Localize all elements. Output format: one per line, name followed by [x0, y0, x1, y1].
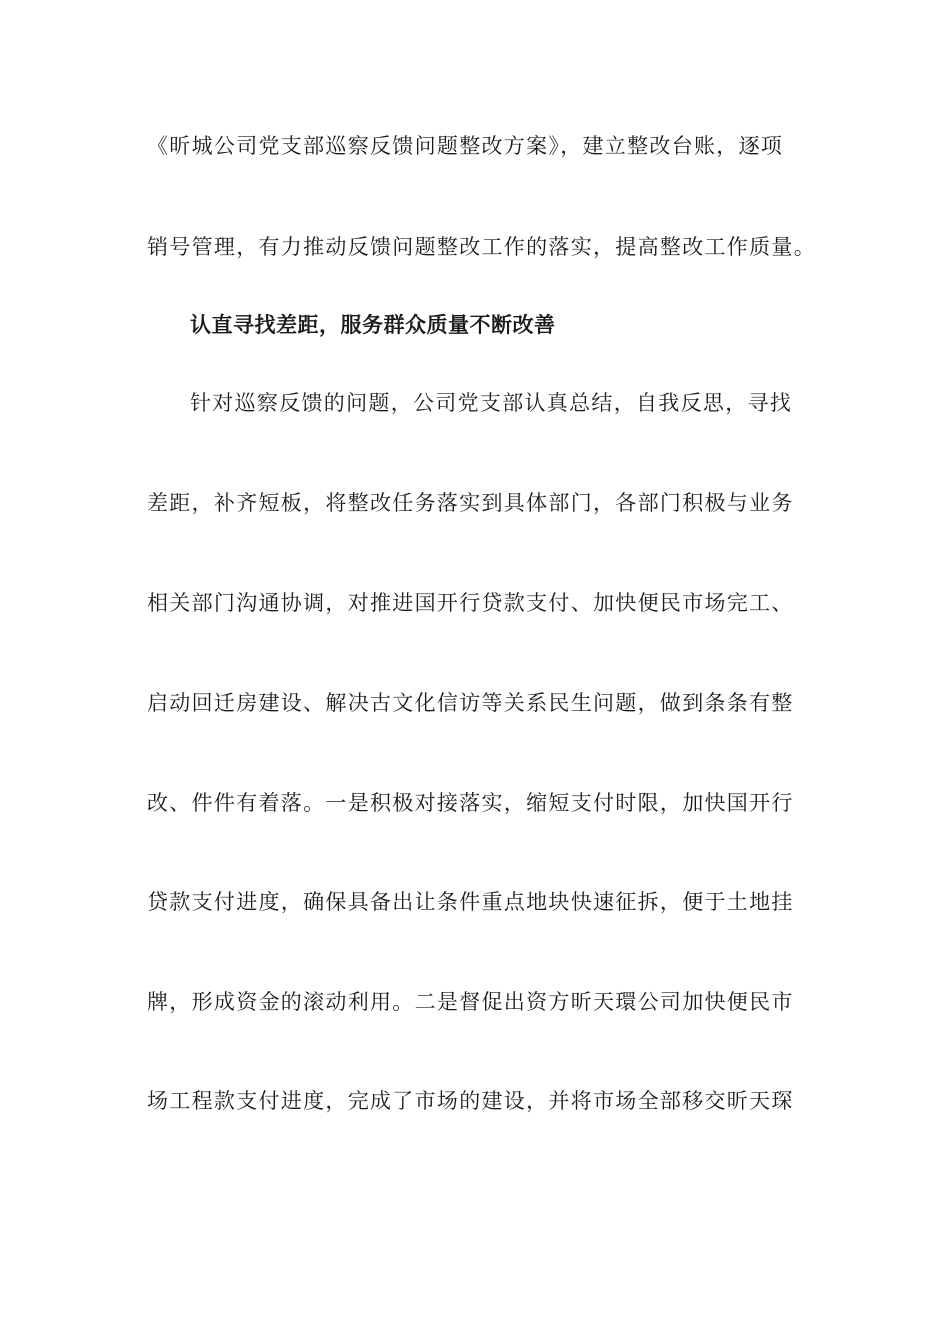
- paragraph-1-line-2: 销号管理，有力推动反馈问题整改工作的落实，提高整改工作质量。: [147, 235, 816, 259]
- paragraph-2-line-1: 针对巡察反馈的问题，公司党支部认真总结，自我反思，寻找: [190, 391, 793, 415]
- paragraph-2-line-3: 相关部门沟通协调，对推进国开行贷款支付、加快便民市场完工、: [147, 591, 794, 615]
- paragraph-1-line-1: 《昕城公司党支部巡察反馈问题整改方案》，建立整改台账，逐项: [147, 134, 784, 158]
- paragraph-2-line-7: 牌，形成资金的滚动利用。二是督促出资方昕天環公司加快便民市: [147, 990, 794, 1014]
- paragraph-2-line-6: 贷款支付进度，确保具备出让条件重点地块快速征拆，便于土地挂: [147, 890, 794, 914]
- paragraph-2-line-5: 改、件件有着落。一是积极对接落实，缩短支付时限，加快国开行: [147, 791, 794, 815]
- paragraph-2-line-2: 差距，补齐短板，将整改任务落实到具体部门，各部门积极与业务: [147, 491, 794, 515]
- section-heading: 认直寻找差距，服务群众质量不断改善: [190, 312, 556, 337]
- paragraph-2-line-8: 场工程款支付进度，完成了市场的建设，并将市场全部移交昕天琛: [147, 1089, 794, 1113]
- paragraph-2-line-4: 启动回迁房建设、解决古文化信访等关系民生问题，做到条条有整: [147, 691, 794, 715]
